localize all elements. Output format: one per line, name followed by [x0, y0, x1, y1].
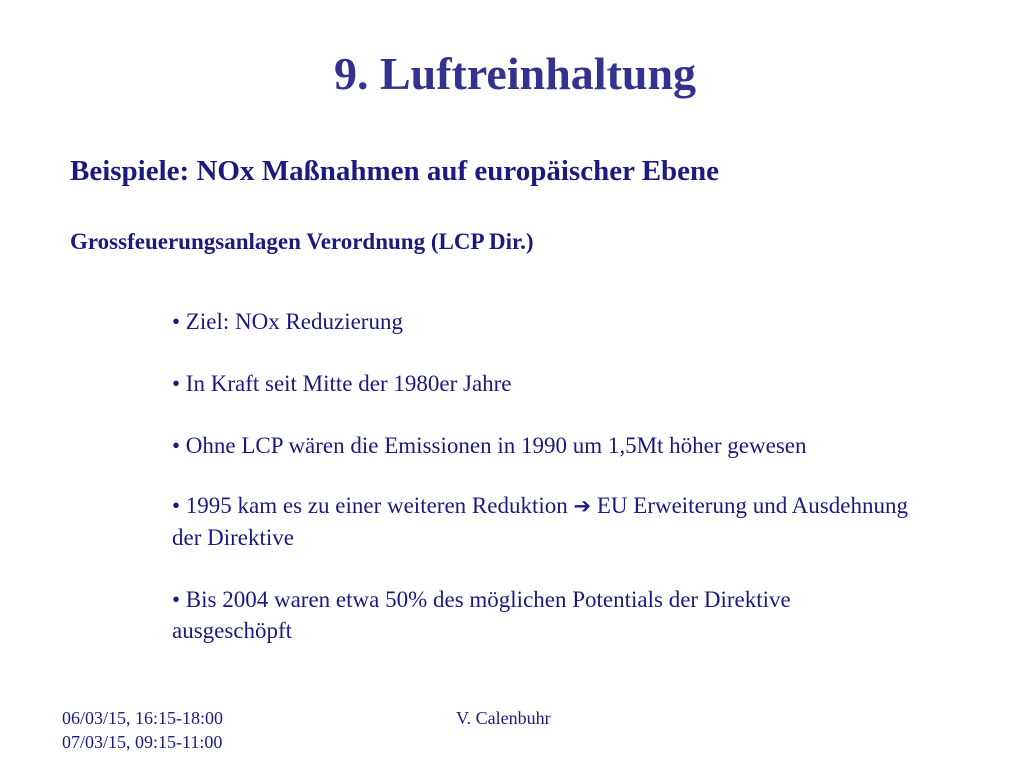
bullet-text-before-arrow: • 1995 kam es zu einer weiteren Reduktion — [172, 493, 574, 518]
footer-dates — [62, 706, 223, 754]
slide-subtitle: Beispiele: NOx Maßnahmen auf europäischer Ebene — [70, 155, 720, 187]
bullet-item-potential-2004: • Bis 2004 waren etwa 50% des möglichen Potentials der Direktive ausgeschöpft — [172, 587, 791, 643]
footer-date-line-1: 06/03/15, 16:15-18:00 — [62, 708, 223, 728]
bullet-item-reduction-1995 — [172, 490, 912, 553]
bullet-item-in-force: • In Kraft seit Mitte der 1980er Jahre — [172, 371, 512, 396]
arrow-right-icon: ➔ — [573, 494, 592, 518]
bullet-item-emissions: • Ohne LCP wären die Emissionen in 1990 um 1,5Mt höher gewesen — [172, 433, 807, 458]
footer-author: V. Calenbuhr — [456, 708, 551, 728]
bullet-item-goal: • Ziel: NOx Reduzierung — [172, 309, 403, 334]
bullet-text-after-arrow: EU Erweiterung und Ausdehnung der Direktive — [172, 493, 908, 550]
section-heading: Grossfeuerungsanlagen Verordnung (LCP Dir.) — [70, 229, 534, 254]
footer-date-line-2: 07/03/15, 09:15-11:00 — [62, 732, 223, 752]
slide-title: 9. Luftreinhaltung — [333, 48, 697, 99]
